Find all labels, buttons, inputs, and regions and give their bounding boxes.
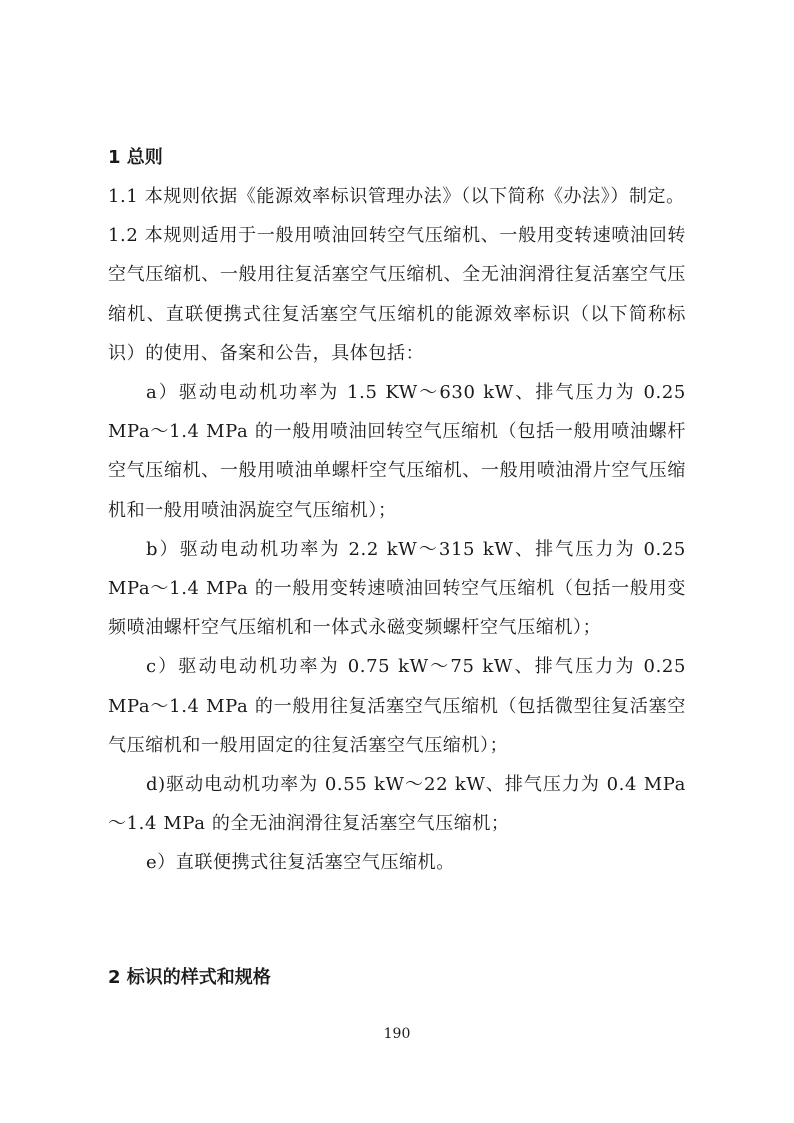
section-heading-general: 1 总则 — [108, 147, 163, 168]
list-item-a: a）驱动电动机功率为 1.5 KW～630 kW、排气压力为 0.25 MPa～1.4 MPa 的一般用喷油回转空气压缩机（包括一般用喷油螺杆空气压缩机、一般用喷油单螺杆空气压缩机、一般用喷油滑片空气压缩机和一般用喷油涡旋空气压缩机）； — [108, 382, 686, 521]
list-item-b: b）驱动电动机功率为 2.2 kW～315 kW、排气压力为 0.25 MPa～1.4 MPa 的一般用变转速喷油回转空气压缩机（包括一般用变频喷油螺杆空气压缩机和一体式永磁变频螺杆空气压缩机）； — [108, 538, 686, 639]
list-item-e: e）直联便携式往复活塞空气压缩机。 — [146, 852, 455, 874]
list-item-c: c）驱动电动机功率为 0.75 kW～75 kW、排气压力为 0.25 MPa～1.4 MPa 的一般用往复活塞空气压缩机（包括微型往复活塞空气压缩机和一般用固定的往复活塞空气压缩机）； — [108, 656, 686, 756]
paragraph-1-2: 1.2 本规则适用于一般用喷油回转空气压缩机、一般用变转速喷油回转空气压缩机、一般用往复活塞空气压缩机、全无油润滑往复活塞空气压缩机、直联便携式往复活塞空气压缩机的能源效率标识（以下简称标识）的使用、备案和公告，具体包括： — [108, 225, 686, 364]
paragraph-1-1: 1.1 本规则依据《能源效率标识管理办法》（以下简称《办法》）制定。 — [108, 186, 685, 207]
page-number: 190 — [383, 1026, 411, 1042]
list-item-d: d)驱动电动机功率为 0.55 kW～22 kW、排气压力为 0.4 MPa～1.4 MPa 的全无油润滑往复活塞空气压缩机； — [108, 774, 686, 835]
section-heading-label-style: 2 标识的样式和规格 — [108, 967, 271, 988]
page-content — [108, 138, 686, 883]
